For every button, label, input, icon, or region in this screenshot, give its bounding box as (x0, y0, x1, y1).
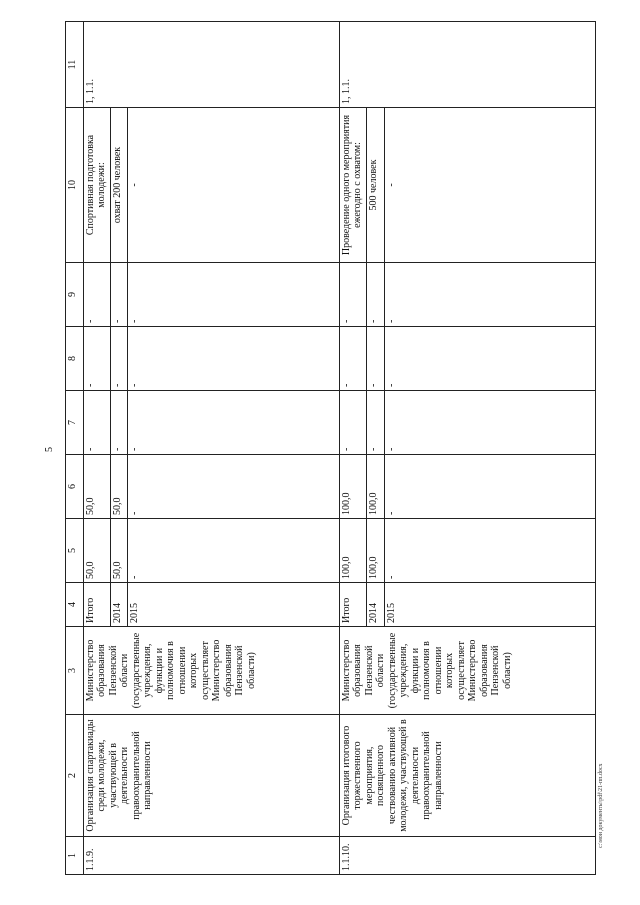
activity-name: Организация итогового торжественного мероприятия, посвященного чествованию активной молодежи, участвующей в деятельности правоохранительной направленности (339, 715, 595, 837)
footer-file-path: c:\мои документы\pdf\21-пп.docx (598, 763, 604, 848)
value-cell: 50,0 (110, 519, 128, 583)
column-header: 3 (66, 627, 84, 715)
column-header: 9 (66, 263, 84, 327)
table-row (83, 22, 110, 875)
executor: Министерство образования Пензенской области (государственные учреждения, функции и полномочия в отношении которых осуществляет Министерство образования Пензенской области) (83, 627, 339, 715)
result-2014: охват 200 человек (110, 108, 128, 263)
program-table-sheet (65, 22, 596, 875)
value-cell: 100,0 (339, 519, 366, 583)
column-header: 10 (66, 108, 84, 263)
year-cell: 2014 (110, 583, 128, 627)
column-header: 7 (66, 391, 84, 455)
value-cell: - (128, 327, 339, 391)
value-cell: - (110, 263, 128, 327)
table-row (339, 22, 366, 875)
value-cell: - (384, 263, 595, 327)
column-header: 8 (66, 327, 84, 391)
result-indicator: Проведение одного мероприятия ежегодно с охватом: (339, 108, 366, 263)
value-cell: - (128, 263, 339, 327)
value-cell: - (128, 391, 339, 455)
activity-name: Организация спартакиады среди молодежи, участвующей в деятельности правоохранительной направленности (83, 715, 339, 837)
value-cell: 50,0 (83, 455, 110, 519)
value-cell: 50,0 (110, 455, 128, 519)
column-header: 5 (66, 519, 84, 583)
result-2015: - (128, 108, 339, 263)
value-cell: - (128, 519, 339, 583)
value-cell: 50,0 (83, 519, 110, 583)
column-header: 4 (66, 583, 84, 627)
year-cell: 2015 (128, 583, 339, 627)
result-indicator: Спортивная подготовка молодежи: (83, 108, 110, 263)
column-number-row (66, 22, 84, 875)
column-header: 11 (66, 22, 84, 108)
year-cell: Итого (83, 583, 110, 627)
column-header: 6 (66, 455, 84, 519)
value-cell: - (384, 391, 595, 455)
value-cell: - (83, 391, 110, 455)
value-cell: - (83, 263, 110, 327)
value-cell: - (339, 391, 366, 455)
value-cell: - (339, 327, 366, 391)
value-cell: - (366, 327, 384, 391)
value-cell: 100,0 (366, 455, 384, 519)
task-reference: 1, 1.1. (83, 22, 339, 108)
program-activities-table (65, 21, 596, 875)
value-cell: - (384, 327, 595, 391)
executor: Министерство образования Пензенской области (государственные учреждения, функции и полномочия в отношении которых осуществляет Министерство образования Пензенской области) (339, 627, 595, 715)
item-number: 1.1.9. (83, 837, 339, 875)
page-number: 5 (44, 447, 55, 452)
value-cell: - (384, 519, 595, 583)
value-cell: 100,0 (339, 455, 366, 519)
value-cell: - (339, 263, 366, 327)
value-cell: - (366, 263, 384, 327)
column-header: 2 (66, 715, 84, 837)
year-cell: Итого (339, 583, 366, 627)
value-cell: 100,0 (366, 519, 384, 583)
value-cell: - (110, 391, 128, 455)
column-header: 1 (66, 837, 84, 875)
value-cell: - (110, 327, 128, 391)
item-number: 1.1.10. (339, 837, 595, 875)
year-cell: 2015 (384, 583, 595, 627)
value-cell: - (83, 327, 110, 391)
value-cell: - (366, 391, 384, 455)
task-reference: 1, 1.1. (339, 22, 595, 108)
value-cell: - (128, 455, 339, 519)
result-2015: - (384, 108, 595, 263)
result-2014: 500 человек (366, 108, 384, 263)
year-cell: 2014 (366, 583, 384, 627)
value-cell: - (384, 455, 595, 519)
